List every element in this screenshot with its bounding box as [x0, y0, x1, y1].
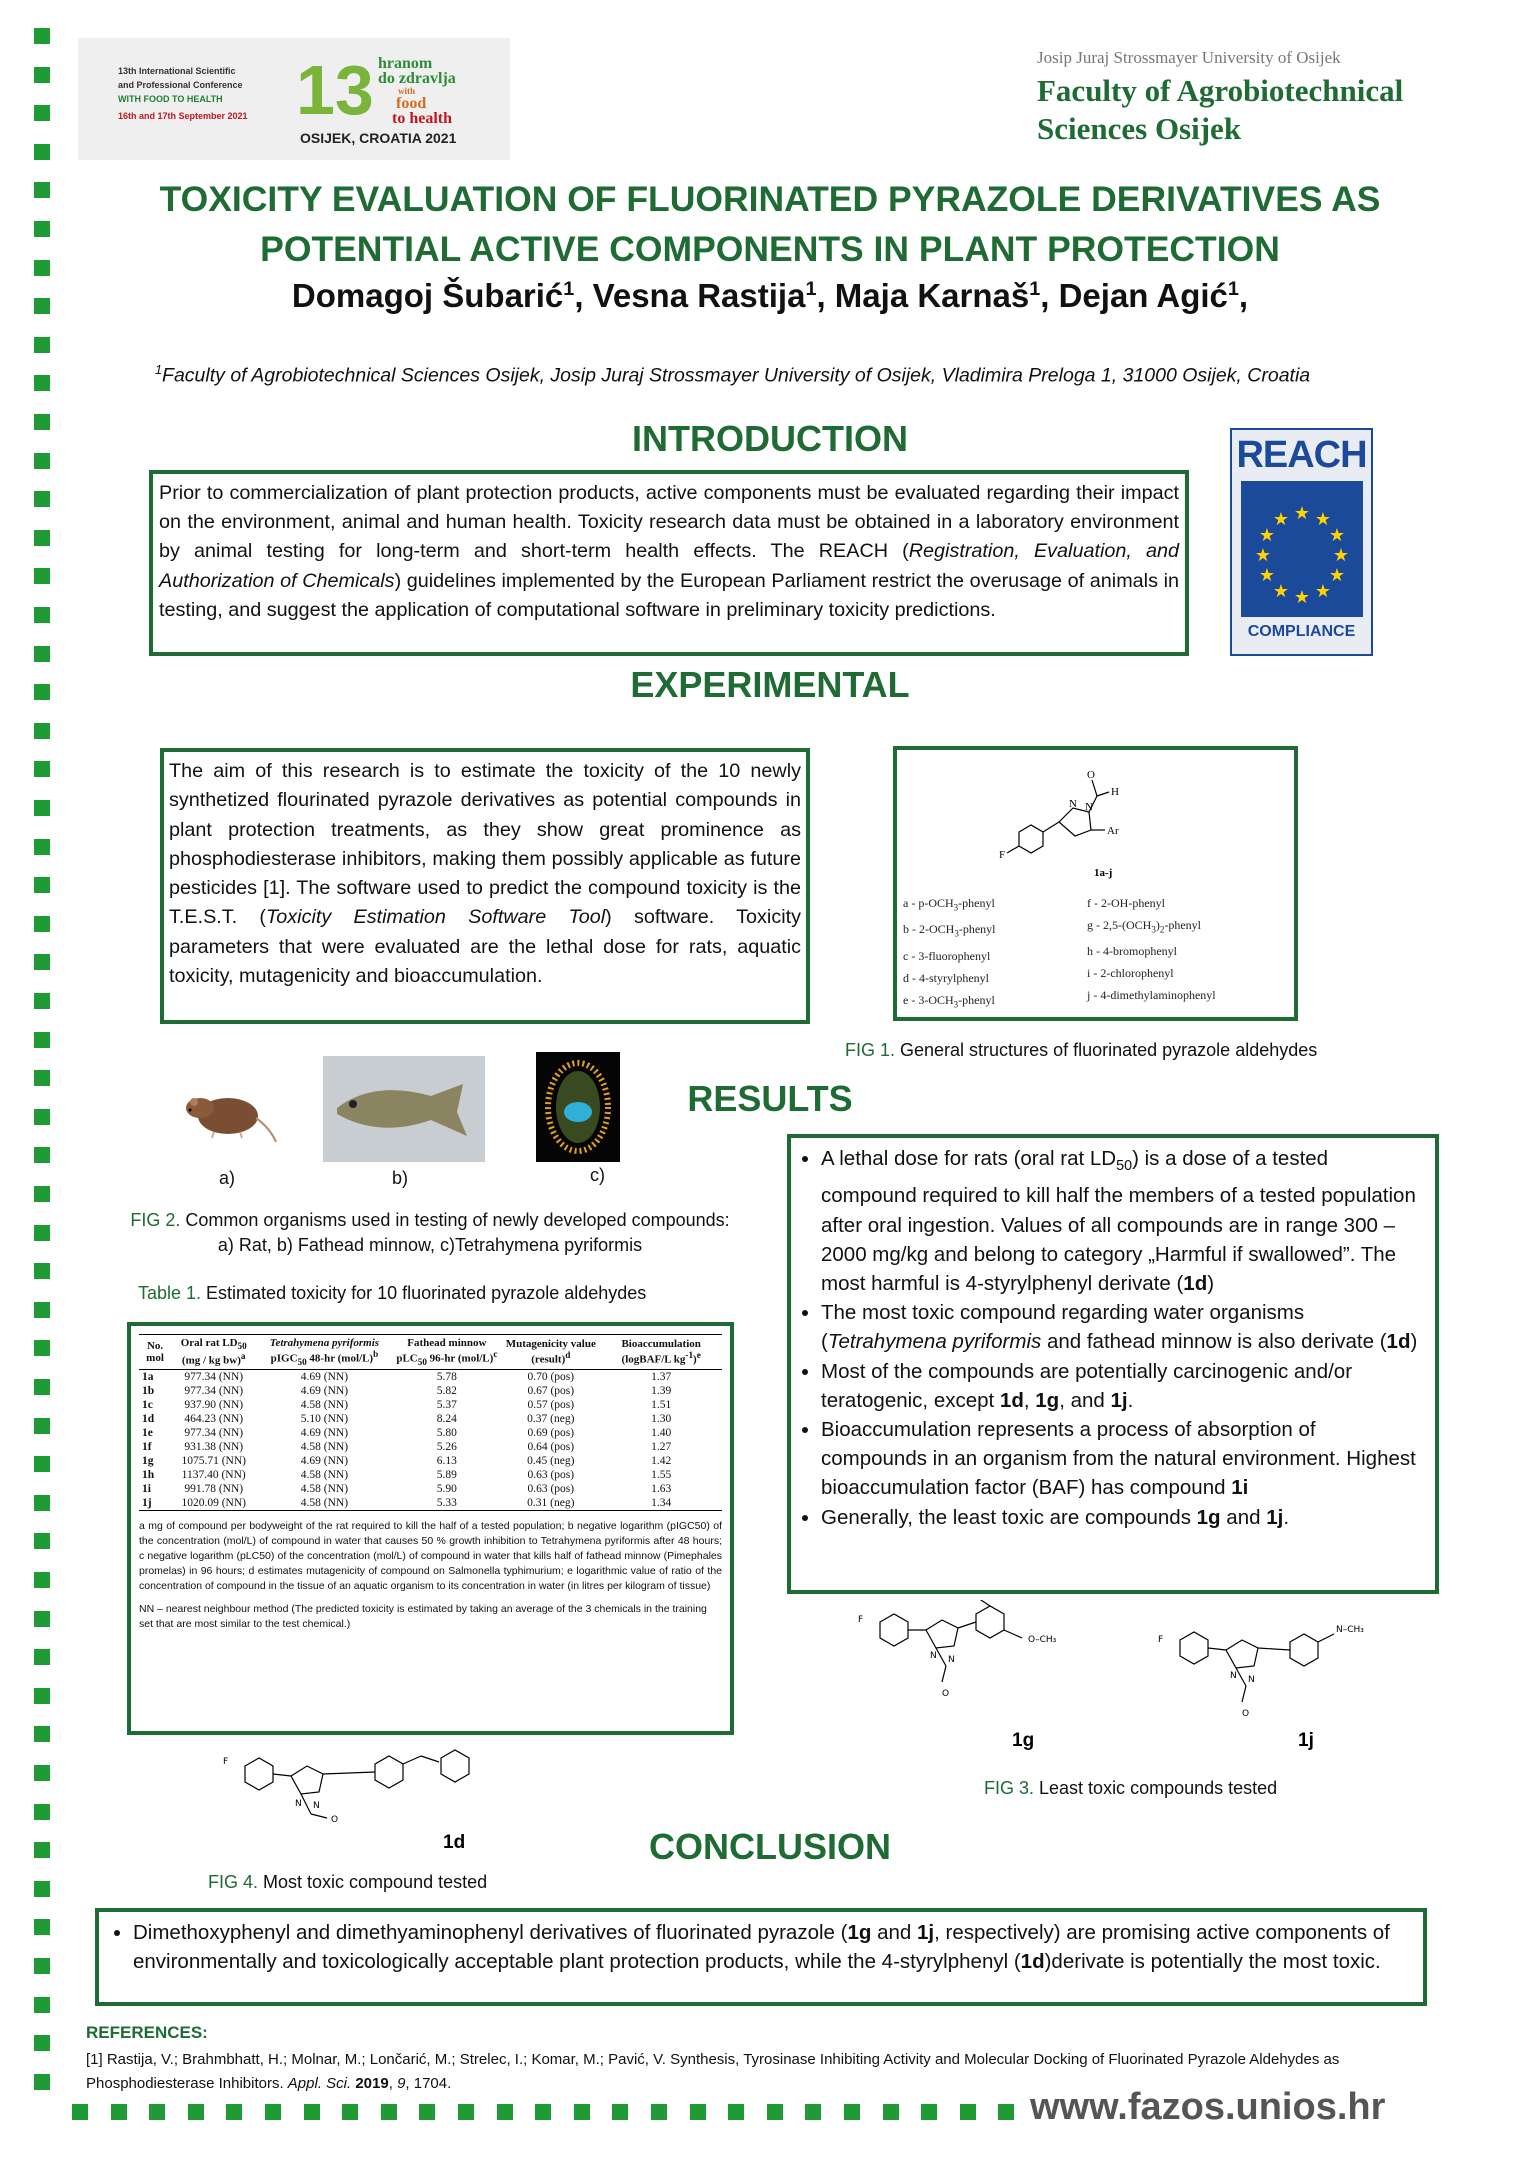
conference-hr2: do zdravlja — [378, 70, 456, 87]
table1-box — [127, 1322, 734, 1735]
table-cell: 0.57 (pos) — [527, 1398, 575, 1411]
decoration-square — [34, 1225, 50, 1241]
svg-text:★: ★ — [1293, 587, 1310, 608]
decoration-square — [34, 1958, 50, 1974]
decoration-square — [34, 607, 50, 623]
experimental-box — [160, 748, 810, 1024]
conference-hr4: food — [396, 95, 427, 112]
introduction-text: Prior to commercialization of plant protection products, active components must be evaluated regarding their impact on the environment, animal and human health. Toxicity research data must be obtained in a laboratory environment by animal testing for long-term and short-term health effects. The REACH (Registration, Evaluation, and Authorization of Chemicals) guidelines implemented by the European Parliament restrict the overusage of animals in testing, and suggest the application of computational software in preliminary toxicity predictions. — [159, 482, 1179, 621]
decoration-square — [34, 182, 50, 198]
conference-hr5: to health — [392, 110, 452, 127]
decoration-square — [728, 2104, 744, 2120]
conclusion-text: • Dimethoxyphenyl and dimethyaminophenyl derivatives of fluorinated pyrazole (1g and 1j, respectively) are promising active components of environmentally and toxicologically acceptable plant protection products, while the 4-styrylphenyl (1d)derivate is potentially the most toxic. — [133, 1918, 1413, 1976]
table-cell: 4.58 (NN) — [300, 1398, 349, 1411]
decoration-square — [34, 1881, 50, 1897]
svg-text:F: F — [1158, 1635, 1164, 1645]
table-cell: 1.30 — [651, 1412, 672, 1425]
decoration-square — [34, 221, 50, 237]
substituent-item: g - $2,5-(OCH_3)_2$-phenyl — [1087, 918, 1201, 935]
decoration-square — [34, 1688, 50, 1704]
table-cell: 5.82 — [436, 1384, 457, 1397]
conference-logo — [78, 38, 510, 160]
decoration-square — [458, 2104, 474, 2120]
substituent-item: j - 4-dimethylaminophenyl — [1087, 988, 1216, 1003]
reach-compliance-label: COMPLIANCE — [1247, 623, 1356, 640]
table-cell: 1.63 — [651, 1482, 672, 1495]
svg-text:N: N — [1069, 798, 1077, 810]
title-line2: POTENTIAL ACTIVE COMPONENTS IN PLANT PROTECTION — [260, 229, 1280, 269]
table-cell: 931.38 (NN) — [184, 1440, 244, 1453]
table-cell: 5.26 — [436, 1440, 457, 1453]
decoration-square — [612, 2104, 628, 2120]
decoration-square — [72, 2104, 88, 2120]
table-cell: 1.51 — [651, 1398, 672, 1411]
table-cell: 0.37 (neg) — [527, 1412, 575, 1425]
conclusion-box — [95, 1908, 1427, 2006]
svg-text:F: F — [858, 1615, 864, 1625]
table-cell: 0.67 (pos) — [527, 1384, 575, 1397]
decoration-square — [34, 916, 50, 932]
svg-text:N: N — [313, 1801, 320, 1811]
table-cell: 1.40 — [651, 1426, 672, 1439]
fig1-substituents-left — [903, 892, 1093, 1015]
substituent-item: d - 4-styrylphenyl — [903, 970, 989, 985]
conference-line2: and Professional Conference — [118, 80, 243, 90]
decoration-square — [34, 684, 50, 700]
table-cell: 1f — [142, 1440, 152, 1453]
fig1-caption: FIG 1. General structures of fluorinated pyrazole aldehydes — [845, 1040, 1318, 1060]
table-cell: 1075.71 (NN) — [181, 1454, 246, 1467]
decoration-square — [574, 2104, 590, 2120]
decoration-square — [34, 414, 50, 430]
title-line1: TOXICITY EVALUATION OF FLUORINATED PYRAZOLE DERIVATIVES AS — [159, 179, 1381, 219]
decoration-square — [34, 1456, 50, 1472]
table-header: Bioaccumulation (logBAF/L $kg^{-1})^e$ — [600, 1335, 722, 1370]
table-cell: 1137.40 (NN) — [181, 1468, 246, 1481]
results-list — [791, 1144, 1427, 1532]
results-item: • Most of the compounds are potentially carcinogenic and/or teratogenic, except 1d, 1g, and 1j. — [821, 1357, 1427, 1415]
decoration-square — [34, 375, 50, 391]
table-header: Fathead minnow pLC$_{50}$ 96-hr $(mol/L)^c$ — [392, 1335, 501, 1370]
decoration-square — [34, 1340, 50, 1356]
decoration-square — [34, 1418, 50, 1434]
table-cell: 5.37 — [436, 1398, 457, 1411]
conclusion-heading: CONCLUSION — [649, 1826, 891, 1867]
rat-image — [170, 1072, 280, 1146]
decoration-square — [265, 2104, 281, 2120]
table-cell: 5.80 — [436, 1426, 457, 1439]
decoration-square — [34, 1263, 50, 1279]
table-cell: 4.58 (NN) — [256, 1496, 392, 1511]
table-row — [139, 1454, 722, 1468]
table-cell: 4.58 (NN) — [300, 1468, 349, 1481]
decoration-square — [34, 2035, 50, 2051]
svg-text:O: O — [1242, 1709, 1250, 1719]
affiliation: $^1$Faculty of Agrobiotechnical Sciences Osijek, Josip Juraj Strossmayer University of Osijek, Vladimira Preloga 1, 31000 Osijek, Croatia — [155, 363, 1311, 387]
decoration-square — [34, 1726, 50, 1742]
references-heading: REFERENCES: — [86, 2023, 208, 2042]
decoration-square — [188, 2104, 204, 2120]
substituent-item: f - 2-OH-phenyl — [1087, 896, 1165, 910]
decoration-square — [34, 646, 50, 662]
fig4-caption: FIG 4. Most toxic compound tested — [208, 1872, 488, 1892]
table-cell: 0.64 (pos) — [527, 1440, 575, 1453]
conference-city: OSIJEK, CROATIA 2021 — [300, 130, 457, 146]
decoration-square — [149, 2104, 165, 2120]
decoration-square — [34, 2074, 50, 2090]
table1-caption: Table 1. Estimated toxicity for 10 fluorinated pyrazole aldehydes — [138, 1283, 647, 1303]
svg-text:★: ★ — [1332, 545, 1349, 566]
conference-line3: WITH FOOD TO HEALTH — [118, 94, 223, 104]
decoration-square — [34, 491, 50, 507]
tetrahymena-image — [536, 1052, 620, 1162]
compound-1j-structure — [1150, 1620, 1410, 1760]
decoration-square — [34, 1804, 50, 1820]
decoration-square — [34, 298, 50, 314]
svg-text:N: N — [1230, 1671, 1237, 1681]
table-cell: 1e — [142, 1426, 153, 1439]
decoration-square — [34, 1109, 50, 1125]
decoration-square — [342, 2104, 358, 2120]
conclusion-list — [99, 1918, 1413, 1976]
svg-text:N: N — [930, 1651, 937, 1661]
decoration-square — [419, 2104, 435, 2120]
decoration-square — [34, 1842, 50, 1858]
decoration-square — [34, 530, 50, 546]
table-header: Mutagenicity value (result)$^d$ — [501, 1335, 600, 1370]
substituent-item: i - 2-chlorophenyl — [1087, 966, 1174, 981]
table-cell: 1i — [142, 1482, 151, 1495]
table-header: Tetrahymena pyriformis pIGC$_{50}$ 48-hr $(mol/L)^b$ — [256, 1335, 392, 1370]
table-row — [139, 1482, 722, 1496]
university-name: Josip Juraj Strossmayer University of Osijek — [1037, 48, 1341, 67]
decoration-square — [34, 1379, 50, 1395]
fig2-label-c: c) — [590, 1165, 605, 1185]
table-cell: 5.33 — [392, 1496, 501, 1511]
decoration-square — [844, 2104, 860, 2120]
svg-text:★: ★ — [1258, 565, 1275, 586]
conference-line1: 13th International Scientific — [118, 66, 236, 76]
faculty-line1: Faculty of Agrobiotechnical — [1037, 73, 1404, 108]
table-cell: 937.90 (NN) — [184, 1398, 244, 1411]
introduction-box — [149, 470, 1189, 656]
table-row — [139, 1426, 722, 1440]
svg-text:N: N — [1085, 801, 1093, 813]
decoration-square — [34, 1919, 50, 1935]
table-header: Oral rat $LD_{50}$ (mg / kg bw)$^a$ — [171, 1335, 256, 1370]
table-cell: 4.69 (NN) — [300, 1384, 349, 1397]
table-cell: 5.78 — [436, 1370, 457, 1383]
authors: Domagoj Šubarić$^1$, Vesna Rastija$^1$, Maja Karnaš$^1$, Dejan Agić$^1$, — [291, 277, 1249, 314]
compound-1g-structure — [850, 1600, 1110, 1750]
decoration-square — [690, 2104, 706, 2120]
table-cell: 1d — [142, 1412, 155, 1425]
decoration-square — [34, 1765, 50, 1781]
table-cell: 4.69 (NN) — [300, 1370, 349, 1383]
decoration-square — [34, 144, 50, 160]
conference-hr1: hranom — [378, 55, 433, 72]
decoration-square — [34, 260, 50, 276]
svg-text:N: N — [948, 1655, 955, 1665]
fig2-label-a: a) — [219, 1168, 236, 1188]
reference-1: [1] Rastija, V.; Brahmbhatt, H.; Molnar, M.; Lončarić, M.; Strelec, I.; Komar, M.; Pavić, V. Synthesis, Tyrosinase Inhibiting Activity and Molecular Docking of Fluorinated Pyrazole Aldehydes as Phosphodiesterase Inhibitors. Appl. Sci. 2019, 9, 1704. — [86, 2051, 1340, 2092]
decoration-square — [34, 1495, 50, 1511]
svg-text:1j: 1j — [1298, 1730, 1314, 1751]
decoration-square — [34, 1611, 50, 1627]
fig3-caption: FIG 3. Least toxic compounds tested — [984, 1778, 1278, 1798]
table-row — [139, 1468, 722, 1482]
table-cell: 1.42 — [651, 1454, 672, 1467]
decoration-square — [883, 2104, 899, 2120]
decoration-square — [381, 2104, 397, 2120]
svg-text:O–CH₃: O–CH₃ — [1028, 1635, 1057, 1645]
table-cell: 8.24 — [436, 1412, 457, 1425]
results-box — [787, 1134, 1439, 1594]
table-cell: 0.63 (pos) — [527, 1482, 575, 1495]
decoration-square — [535, 2104, 551, 2120]
faculty-line2: Sciences Osijek — [1037, 111, 1242, 146]
table-cell: 4.69 (NN) — [300, 1454, 349, 1467]
results-item: • A lethal dose for rats (oral rat $LD_{50}$) is a dose of a tested compound required to kill half the members of a tested population after oral ingestion. Values of all compounds are in range 300 – 2000 mg/kg and belong to category „Harmful if swallowed”. The most harmful is 4-styrylphenyl derivate (1d) — [821, 1144, 1427, 1298]
table-cell: 977.34 (NN) — [184, 1426, 244, 1439]
decoration-square — [34, 1649, 50, 1665]
decoration-square — [34, 1997, 50, 2013]
table-cell: 4.58 (NN) — [300, 1482, 349, 1495]
fig1-box — [893, 746, 1298, 1021]
table-cell: 1h — [142, 1468, 155, 1481]
svg-text:N–CH₃: N–CH₃ — [1336, 1625, 1364, 1635]
table-cell: 0.31 (neg) — [501, 1496, 600, 1511]
decoration-square — [34, 337, 50, 353]
poster-title — [90, 174, 1450, 274]
svg-text:O: O — [1087, 769, 1095, 781]
table-cell: 1020.09 (NN) — [171, 1496, 256, 1511]
table-cell: 977.34 (NN) — [184, 1370, 244, 1383]
svg-text:1a-j: 1a-j — [1094, 867, 1113, 879]
svg-text:★: ★ — [1328, 525, 1345, 546]
table-cell: 977.34 (NN) — [184, 1384, 244, 1397]
table-cell: 0.45 (neg) — [527, 1454, 575, 1467]
decoration-square — [226, 2104, 242, 2120]
decoration-square — [34, 1533, 50, 1549]
website-url: www.fazos.unios.hr — [1030, 2086, 1386, 2128]
table-cell: 1j — [139, 1496, 171, 1511]
experimental-heading: EXPERIMENTAL — [630, 664, 910, 705]
fathead-minnow-image — [323, 1056, 485, 1162]
decoration-square — [34, 1302, 50, 1318]
table-cell: 1g — [142, 1454, 154, 1467]
decoration-square — [304, 2104, 320, 2120]
decoration-square — [34, 28, 50, 44]
table-cell: 5.89 — [436, 1468, 457, 1481]
svg-text:★: ★ — [1314, 509, 1331, 530]
svg-text:1d: 1d — [443, 1832, 466, 1853]
decoration-square — [34, 105, 50, 121]
table-cell: 1b — [142, 1384, 155, 1397]
decoration-square — [497, 2104, 513, 2120]
table-cell: 1.34 — [600, 1496, 722, 1511]
results-heading: RESULTS — [687, 1078, 853, 1119]
experimental-text: The aim of this research is to estimate the toxicity of the 10 newly synthetized flourinated pyrazole derivatives as potential compounds in plant protection treatments, as they show great prominence as phosphodiesterase inhibitors, making them possibly applicable as future pesticides [1]. The software used to predict the compound toxicity is the T.E.S.T. (Toxicity Estimation Software Tool) software. Toxicity parameters that were evaluated are the lethal dose for rats, aquatic toxicity, mutagenicity and bioaccumulation. — [169, 760, 801, 988]
table-row — [139, 1412, 722, 1426]
decoration-square — [805, 2104, 821, 2120]
svg-text:★: ★ — [1328, 565, 1345, 586]
decoration-square — [34, 568, 50, 584]
decoration-square — [34, 1572, 50, 1588]
table-cell: 1c — [142, 1398, 153, 1411]
svg-text:★: ★ — [1293, 503, 1310, 524]
svg-text:★: ★ — [1272, 509, 1289, 530]
decoration-square — [651, 2104, 667, 2120]
table1-footnote: a mg of compound per bodyweight of the rat required to kill the half of a tested population; b negative logarithm (pIGC50) of the concentration (mol/L) of compound in water that causes 50 % growth inhibition to Tetrahymena pyriformis after 48 hours; c negative logarithm (pLC50) of the concentration (mol/L) of compound in water that kills half of fathead minnow (Pimephales promelas) in 96 hours; d estimates mutagenicity of compound on Salmonella typhimurium; e logarithmic value of ratio of the concentration of compound in the tissue of an aquatic organism to its concentration in water (in litres per kilogram of tissue) — [139, 1519, 722, 1592]
pyrazole-general-structure — [977, 750, 1217, 880]
table-row — [139, 1496, 722, 1511]
decoration-square — [111, 2104, 127, 2120]
eu-stars-icon — [1241, 481, 1363, 617]
conference-number: 13 — [296, 51, 374, 129]
decoration-square — [34, 1186, 50, 1202]
toxicity-table — [139, 1334, 722, 1511]
decoration-square — [921, 2104, 937, 2120]
conference-dates: 16th and 17th September 2021 — [118, 111, 248, 121]
table-cell: 6.13 — [436, 1454, 457, 1467]
svg-text:O: O — [331, 1815, 339, 1825]
decoration-square — [34, 723, 50, 739]
results-item: • Bioaccumulation represents a process of absorption of compounds in an organism from the natural environment. Highest bioaccumulation factor (BAF) has compound 1i — [821, 1415, 1427, 1503]
svg-text:★: ★ — [1314, 581, 1331, 602]
substituent-item: h - 4-bromophenyl — [1087, 944, 1177, 959]
fig1-substituents-right — [1087, 892, 1302, 1006]
decoration-square — [34, 761, 50, 777]
decoration-square — [34, 993, 50, 1009]
table-row — [139, 1440, 722, 1454]
decoration-square — [34, 839, 50, 855]
table-cell: 464.23 (NN) — [184, 1412, 244, 1425]
fig2-label-b: b) — [392, 1168, 409, 1188]
table-cell: 991.78 (NN) — [184, 1482, 244, 1495]
table-header: No. mol — [139, 1335, 171, 1370]
table-cell: 1.39 — [651, 1384, 672, 1397]
compound-1d-structure — [215, 1744, 515, 1874]
svg-text:1g: 1g — [1012, 1730, 1035, 1750]
faculty-name — [1037, 72, 1403, 148]
decoration-square — [34, 954, 50, 970]
svg-text:Ar: Ar — [1107, 825, 1119, 837]
substituent-item: e - $3-OCH_3$-phenyl — [903, 992, 995, 1010]
table1-nn-note: NN – nearest neighbour method (The predicted toxicity is estimated by taking an average of the 3 chemicals in the training set that are most similar to the test chemical.) — [139, 1602, 707, 1630]
table-row — [139, 1384, 722, 1398]
svg-text:N: N — [1248, 1675, 1255, 1685]
svg-text:★: ★ — [1254, 545, 1271, 566]
table-cell: 0.70 (pos) — [527, 1370, 575, 1383]
decoration-square — [767, 2104, 783, 2120]
svg-text:H: H — [1111, 786, 1119, 798]
table-cell: 1.27 — [651, 1440, 672, 1453]
table-cell: 4.58 (NN) — [300, 1440, 349, 1453]
table-cell: 5.10 (NN) — [300, 1412, 349, 1425]
table-cell: 1a — [142, 1370, 154, 1383]
svg-text:F: F — [223, 1757, 229, 1767]
decoration-square — [998, 2104, 1014, 2120]
decoration-square — [34, 1032, 50, 1048]
decoration-square — [34, 877, 50, 893]
reach-compliance-logo — [1230, 428, 1373, 656]
table-cell: 0.63 (pos) — [527, 1468, 575, 1481]
decoration-square — [34, 1070, 50, 1086]
substituent-item: a - $p-OCH_3$-phenyl — [903, 896, 995, 913]
table-row — [139, 1369, 722, 1384]
table-cell: 0.69 (pos) — [527, 1426, 575, 1439]
reach-title: REACH — [1236, 434, 1367, 476]
svg-text:F: F — [999, 849, 1006, 861]
table-cell: 1.55 — [651, 1468, 672, 1481]
svg-text:O: O — [942, 1689, 950, 1699]
fig2-caption: FIG 2. Common organisms used in testing of newly developed compounds: a) Rat, b) Fathead minnow, c)Tetrahymena pyriformis — [130, 1210, 730, 1255]
decoration-square — [960, 2104, 976, 2120]
substituent-item: c - 3-fluorophenyl — [903, 948, 991, 963]
svg-text:N: N — [295, 1799, 302, 1809]
table-cell: 4.69 (NN) — [300, 1426, 349, 1439]
conference-hr3: with — [398, 86, 416, 96]
decoration-square — [34, 1147, 50, 1163]
svg-text:★: ★ — [1258, 525, 1275, 546]
table-cell: 1.37 — [651, 1370, 672, 1383]
decoration-square — [34, 67, 50, 83]
svg-text:★: ★ — [1272, 581, 1289, 602]
introduction-heading: INTRODUCTION — [632, 418, 908, 459]
decoration-square — [34, 800, 50, 816]
results-item: • The most toxic compound regarding water organisms (Tetrahymena pyriformis and fathead minnow is also derivate (1d) — [821, 1298, 1427, 1356]
table-cell: 5.90 — [436, 1482, 457, 1495]
substituent-item: b - $2-OCH_3$-phenyl — [903, 922, 996, 939]
decoration-square — [34, 453, 50, 469]
table-row — [139, 1398, 722, 1412]
results-item: • Generally, the least toxic are compounds 1g and 1j. — [821, 1503, 1427, 1532]
